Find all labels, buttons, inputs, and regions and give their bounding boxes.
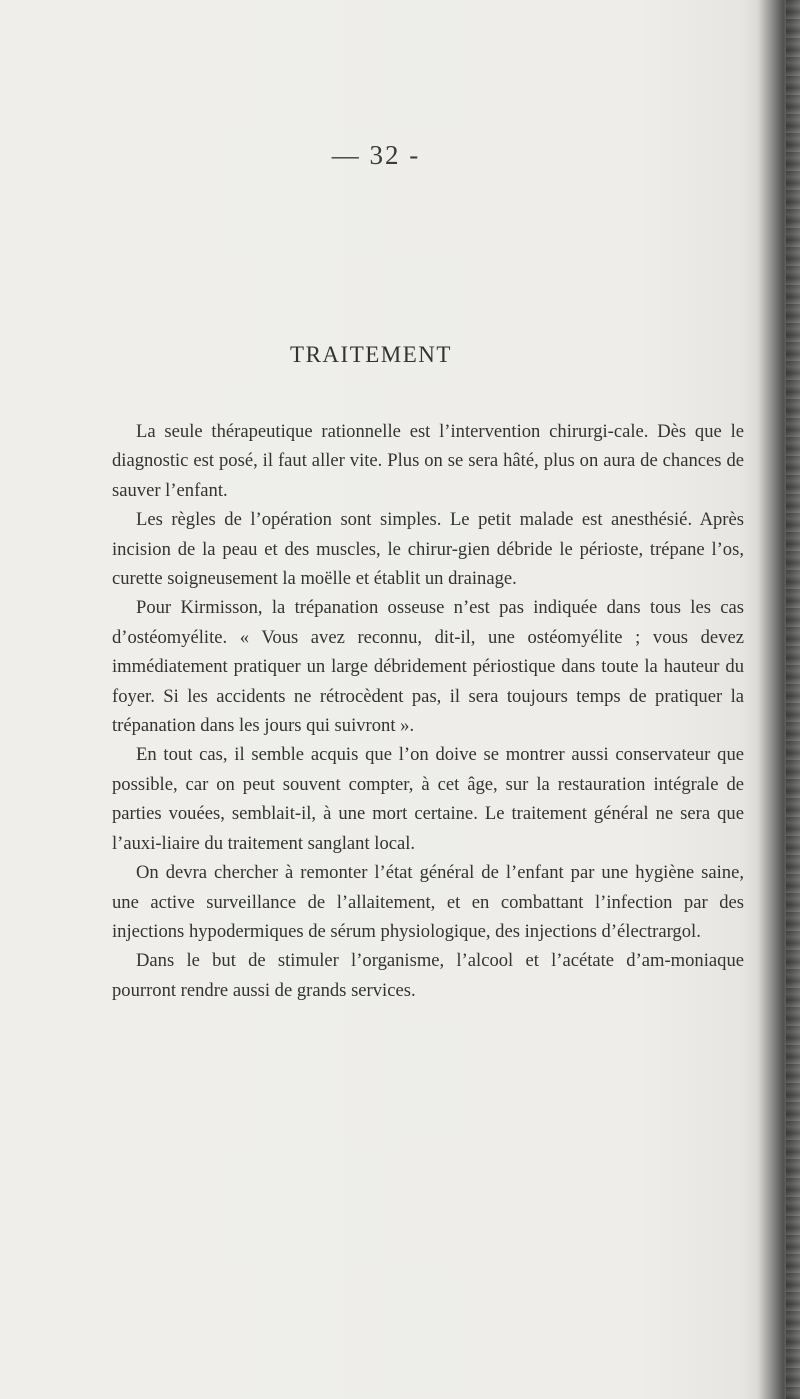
body-text [112, 417, 744, 1005]
section-title: TRAITEMENT [290, 342, 452, 367]
paragraph-6: Dans le but de stimuler l’organisme, l’alcool et l’acétate d’am-moniaque pourront rendre aussi de grands services. [112, 950, 744, 1001]
book-binding-edge [786, 0, 800, 1399]
paragraph-4: En tout cas, il semble acquis que l’on doive se montrer aussi conservateur que possible, car on peut souvent compter, à cet âge, sur la restauration intégrale de parties vouées, semblait-il, à une mort certaine. Le traitement général ne sera que l’auxi-liaire du traitement sanglant local. [112, 744, 744, 854]
paragraph-1: La seule thérapeutique rationnelle est l’intervention chirurgi-cale. Dès que le diagnostic est posé, il faut aller vite. Plus on se sera hâté, plus on aura de chances de sauver l’enfant. [112, 421, 744, 501]
page-number: — 32 - [331, 140, 421, 170]
paragraph-5: On devra chercher à remonter l’état général de l’enfant par une hygiène saine, une active surveillance de l’allaitement, et en combattant l’infection par des injections hypodermiques de sérum physiologique, des injections d’électrargol. [112, 862, 744, 942]
paragraph-3: Pour Kirmisson, la trépanation osseuse n’est pas indiquée dans tous les cas d’ostéomyélite. « Vous avez reconnu, dit-il, une ostéomyélite ; vous devez immédiatement pratiquer un large débridement périostique dans toute la hauteur du foyer. Si les accidents ne rétrocèdent pas, il sera toujours temps de pratiquer la trépanation dans les jours qui suivront ». [112, 597, 744, 737]
paragraph-2: Les règles de l’opération sont simples. Le petit malade est anesthésié. Après incision de la peau et des muscles, le chirur-gien débride le périoste, trépane l’os, curette soigneusement la moëlle et établit un drainage. [112, 509, 744, 590]
